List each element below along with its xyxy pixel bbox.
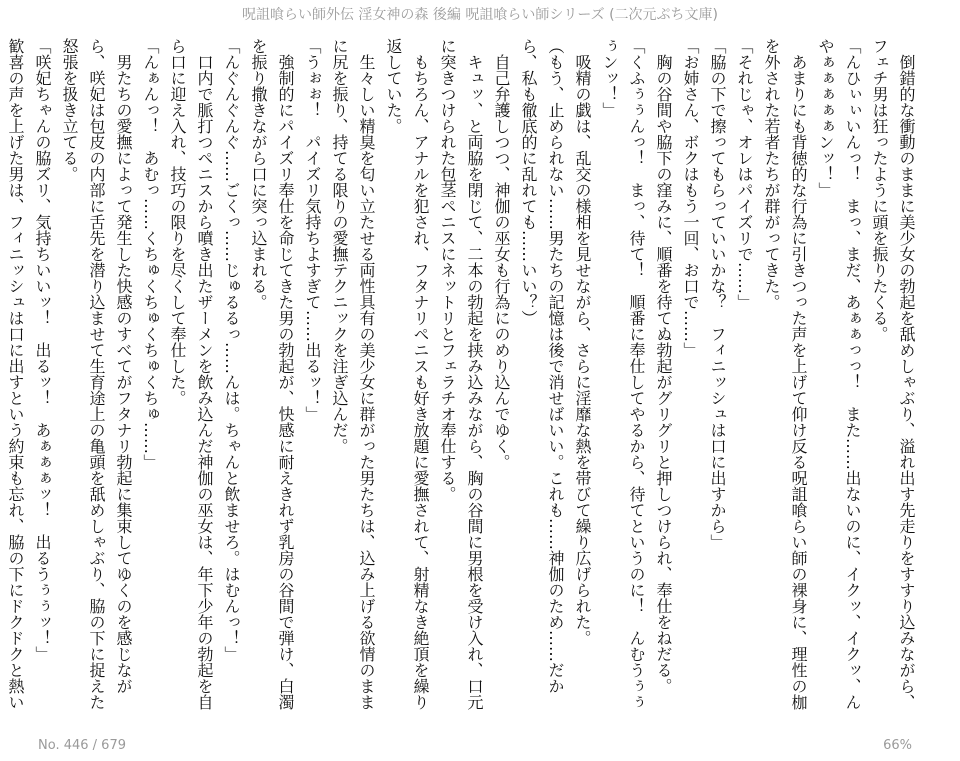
paragraph: 「んぁんっ！ あむっ……くちゅくちゅくちゅくちゅ……」 [141,38,160,470]
paragraph: もちろん、アナルを犯され、フタナリペニスも好き放題に愛撫されて、射精なき絶頂を繰り返していた。 [384,38,430,710]
paragraph: 「お姉さん、ボクはもう一回、お口で……」 [681,38,700,358]
paragraph: 倒錯的な衝動のままに美少女の勃起を舐めしゃぶり、溢れ出す先走りをすすり込みながら、フェチ男は狂ったように頭を振りたくる。 [870,38,916,710]
location-indicator: No. 446 / 679 [38,738,126,753]
paragraph: 「咲妃ちゃんの脇ズリ、気持ちいいッ！ 出るッ！ あぁぁぁッ！ 出るうぅぅッ！」 [33,38,52,662]
paragraph: 口内で脈打つペニスから噴き出たザーメンを飲み込んだ神伽の巫女は、年下少年の勃起を自ら口に迎え入れ、技巧の限りを尽くして奉仕した。 [168,38,214,710]
paragraph: 胸の谷間や脇下の窪みに、順番を待てぬ勃起がグリグリと押しつけられ、奉仕をねだる。 [654,54,673,694]
paragraph: 男たちの愛撫によって発生した快感のすべてがフタナリ勃起に集束してゆくのを感じながら、咲妃は包皮の内部に舌先を潜り込ませて生育途上の亀頭を舐めしゃぶり、脇の下に捉えた怒張を扱き立てる。 [60,38,133,710]
paragraph: 吸精の戯は、乱交の様相を見せながら、さらに淫靡な熱を帯びて繰り広げられた。 [573,54,592,646]
paragraph: 生々しい精臭を匂い立たせる両性具有の美少女に群がった男たちは、込み上げる欲情のままに尻を振り、持てる限りの愛撫テクニックを注ぎ込んだ。 [330,38,376,710]
paragraph: （もう、止められない……男たちの記憶は後で消せばいい。これも……神伽のため……だから、私も徹底的に乱れても……いい？） [519,38,565,694]
progress-indicator: 66% [883,738,912,753]
text-page [6,38,920,713]
paragraph: 「んひぃぃいんっ！ まっ、まだ、あぁぁっっ！ また……出ないのに、イクッ、イクッ、んやぁぁぁぁぁンッ！」 [816,38,862,710]
paragraph: 「んぐんぐんぐ……ごくっ……じゅるるっ……んは。ちゃんと飲ませろ。はむんっ！」 [222,38,241,662]
paragraph: あまりにも背徳的な行為に引きつった声を上げて仰け反る呪詛喰らい師の裸身に、理性の枷を外された若者たちが群がってきた。 [762,38,808,710]
paragraph: 強制的にパイズリ奉仕を命じてきた男の勃起が、快感に耐えきれず乳房の谷間で弾け、白濁を振り撒きながら口に突っ込まれる。 [249,38,295,710]
paragraph: 「それじゃ、オレはパイズリで……」 [735,38,754,310]
paragraph: 歓喜の声を上げた男は、フィニッシュは口に出すという約束も忘れ、脇の下にドクドクと熱い [6,38,25,710]
paragraph: 「脇の下で擦ってもらっていいかな？ フィニッシュは口に出すから」 [708,38,727,550]
paragraph: 自己弁護しつつ、神伽の巫女も行為にのめり込んでゆく。 [492,54,511,470]
paragraph: キュッ、と両脇を閉じて、二本の勃起を挟み込みながら、胸の谷間に男根を受け入れ、口元に突きつけられた包茎ペニスにネットリとフェラチオ奉仕する。 [438,38,484,710]
paragraph: 「くふぅぅんっ！ まっ、待て！ 順番に奉仕してやるから、待てというのに！ んむうぅぅぅンッ！」 [600,38,646,710]
book-title: 呪詛喰らい師外伝 淫女神の森 後編 呪詛喰らい師シリーズ (二次元ぷち文庫) [241,7,719,23]
paragraph: 「うぉぉ！ パイズリ気持ちよすぎて……出るッ！」 [303,38,322,422]
